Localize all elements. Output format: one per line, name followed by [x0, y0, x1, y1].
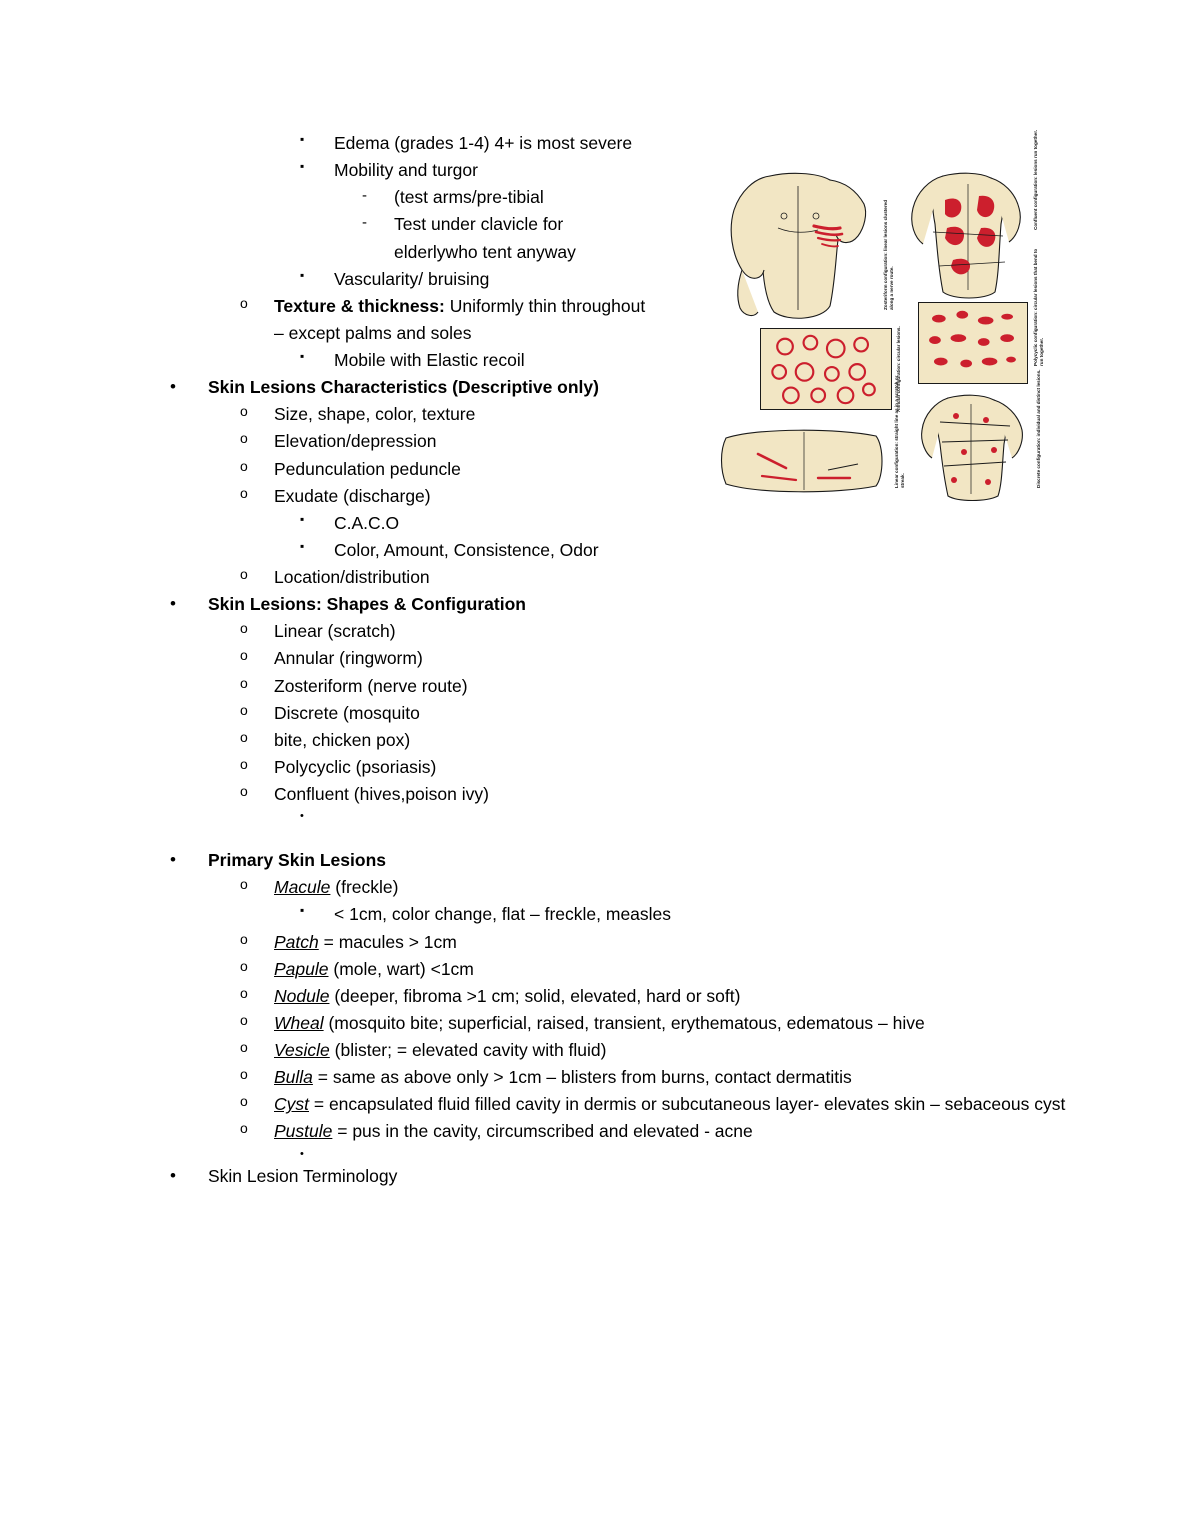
bullet-marker: o [240, 1066, 248, 1083]
polycyclic-illustration [919, 303, 1027, 383]
outline-item [240, 700, 1150, 727]
outline-item-body: = same as above only > 1cm – blisters from burns, contact dermatitis [312, 1067, 852, 1088]
outline-item-body: Pedunculation peduncle [274, 458, 461, 479]
outline-item-text [208, 1163, 1150, 1190]
bullet-marker: ▪ [300, 511, 305, 526]
outline-item [170, 1163, 1150, 1190]
discrete-illustration [914, 392, 1032, 502]
term-label: Papule [274, 958, 329, 979]
outline-item [240, 1010, 1150, 1037]
figure-panel-confluent [903, 170, 1028, 300]
outline-item-body: < 1cm, color change, flat – freckle, measles [334, 904, 672, 925]
bullet-marker: o [240, 566, 248, 582]
outline-item-text [274, 754, 1150, 781]
outline-item-text [274, 564, 1150, 591]
figure-panel-annular [760, 328, 892, 410]
bullet-marker: ▪ [300, 538, 305, 553]
outline-item [240, 564, 1150, 591]
figure-panel-discrete [914, 392, 1032, 502]
outline-item-text [208, 591, 1150, 618]
outline-item-body: Mobile with Elastic recoil [334, 350, 525, 370]
bullet-marker: o [240, 984, 248, 1001]
bullet-marker: o [240, 728, 248, 745]
outline-item-text [334, 510, 1150, 537]
outline-item [300, 808, 1150, 825]
spacer [60, 825, 1150, 847]
figure-panel-zosteriform [718, 170, 878, 325]
bullet-marker: - [362, 187, 367, 205]
bullet-marker: • [170, 850, 176, 870]
outline-item [240, 754, 1150, 781]
outline-item [240, 956, 1150, 983]
outline-item-body: Test under clavicle for [394, 214, 564, 235]
outline-item [240, 1064, 1150, 1091]
outline-item [300, 1146, 1150, 1163]
outline-item-body: Exudate (discharge) [274, 485, 431, 506]
bullet-marker: o [240, 620, 248, 637]
bullet-marker: o [240, 1011, 248, 1028]
outline-item-body: Discrete (mosquito [274, 702, 420, 723]
outline-item-text [334, 901, 1150, 928]
term-label: Vesicle [274, 1040, 330, 1061]
figure-panel-polycyclic [918, 302, 1028, 384]
outline-item [300, 510, 1150, 537]
outline-item [300, 537, 1150, 564]
outline-item-body: Uniformly thin throughout [444, 295, 646, 316]
linear-illustration [718, 420, 890, 498]
outline-item-text [274, 673, 1150, 700]
outline-item-body: elderlywho tent anyway [394, 241, 576, 262]
figure-caption-zosteriform: Zosteriform configuration: linear lesions clustered along a nerve route. [883, 199, 894, 310]
term-label: Patch [274, 931, 319, 952]
term-label: Wheal [274, 1012, 324, 1033]
outline-item-text [208, 847, 1150, 874]
outline-item-body: (test arms/pre-tibial [394, 187, 544, 208]
outline-item-text [274, 700, 1150, 727]
outline-item-text [274, 1091, 1150, 1118]
outline-item-body: Skin Lesions Characteristics (Descriptive only) [208, 377, 599, 398]
outline-item-body: Skin Lesions: Shapes & Configuration [208, 594, 526, 615]
bullet-marker: o [240, 1039, 248, 1056]
outline-item-body: Zosteriform (nerve route) [274, 675, 468, 696]
outline-item-text [274, 781, 1150, 808]
bullet-marker: o [240, 647, 248, 664]
outline-item [240, 1118, 1150, 1145]
term-label: Cyst [274, 1094, 309, 1115]
term-label: Texture & thickness: [274, 295, 445, 316]
bullet-marker: ▪ [300, 132, 305, 146]
outline-item [240, 1037, 1150, 1064]
outline-item [240, 874, 1150, 901]
outline-item-body: Vascularity/ bruising [334, 268, 490, 289]
outline-item-body: Primary Skin Lesions [208, 850, 386, 871]
bullet-marker: ▪ [300, 159, 305, 174]
outline-item [170, 591, 1150, 618]
figure-caption-linear: Linear configuration: straight line as in a scratch or streak. [894, 375, 905, 488]
outline-item-body: (blister; = elevated cavity with fluid) [329, 1040, 607, 1061]
skin-lesion-configuration-figure [718, 129, 1048, 495]
outline-item [170, 847, 1150, 874]
figure-caption-confluent: Confluent configuration: lesions run together. [1033, 129, 1038, 230]
outline-item-text [274, 618, 1150, 645]
bullet-marker: o [240, 755, 248, 772]
bullet-marker: o [240, 876, 248, 893]
figure-caption-annular: Annular configuration: circular lesions. [896, 326, 901, 412]
outline-item-body: Color, Amount, Consistence, Odor [334, 539, 599, 560]
outline-item-body: Mobility and turgor [334, 160, 478, 181]
outline-item-text [274, 1010, 1150, 1037]
bullet-marker: o [240, 294, 248, 311]
outline-item-body: Confluent (hives,poison ivy) [274, 784, 489, 804]
bullet-marker: o [240, 957, 248, 974]
outline-item-body: = pus in the cavity, circumscribed and elevated - acne [332, 1121, 753, 1142]
bullet-marker: • [170, 594, 176, 614]
outline-item-text [274, 983, 1150, 1010]
bullet-marker: o [240, 457, 248, 474]
bullet-marker: ▪ [300, 903, 305, 918]
outline-item-text [274, 1118, 1150, 1145]
bullet-marker: o [240, 1093, 248, 1110]
annular-illustration [761, 329, 891, 409]
outline-item-body: Polycyclic (psoriasis) [274, 756, 437, 777]
bullet-marker: ▪ [300, 349, 305, 363]
bullet-marker: o [240, 674, 248, 691]
outline-item-body: = macules > 1cm [318, 931, 457, 952]
outline-item-body: C.A.C.O [334, 512, 400, 533]
outline-item-body: Size, shape, color, texture [274, 404, 476, 425]
outline-item-body: (freckle) [330, 877, 399, 898]
figure-caption-polycyclic: Polycyclic configuration: circular lesions that bend to run together. [1033, 248, 1044, 366]
outline-item [240, 673, 1150, 700]
bullet-marker: • [300, 1147, 304, 1160]
term-label: Macule [274, 877, 331, 898]
outline-item-text [274, 1037, 1150, 1064]
bullet-marker: o [240, 430, 248, 447]
outline-item-body: Location/distribution [274, 567, 430, 587]
figure-panel-linear [718, 420, 890, 498]
term-label: Nodule [274, 985, 330, 1006]
outline-item-text [274, 874, 1150, 901]
bullet-marker: • [170, 377, 176, 397]
outline-item-body: (mosquito bite; superficial, raised, transient, erythematous, edematous – hive [323, 1012, 925, 1033]
bullet-marker: • [300, 810, 304, 823]
outline-item [300, 901, 1150, 928]
outline-item-text [274, 645, 1150, 672]
outline-item-text [274, 956, 1150, 983]
zosteriform-illustration [718, 170, 878, 325]
outline-item [240, 645, 1150, 672]
outline-item [240, 727, 1150, 754]
outline-item-text [274, 929, 1150, 956]
outline-item [240, 983, 1150, 1010]
outline-item-body: Annular (ringworm) [274, 648, 423, 669]
outline-item-text [274, 1064, 1150, 1091]
bullet-marker: o [240, 403, 248, 420]
bullet-marker: - [362, 214, 367, 232]
outline-item-body: (mole, wart) <1cm [328, 958, 474, 979]
confluent-illustration [903, 170, 1028, 300]
term-label: Bulla [274, 1067, 313, 1088]
term-label: Pustule [274, 1121, 333, 1142]
outline-item-body: Edema (grades 1-4) 4+ is most severe [334, 133, 633, 153]
bullet-marker: • [170, 1165, 176, 1185]
bullet-marker: o [240, 701, 248, 718]
bullet-marker: o [240, 783, 248, 799]
figure-caption-discrete: Discrete configuration: individual and distinct lesions. [1036, 369, 1041, 488]
outline-item [240, 781, 1150, 808]
outline-item-text [334, 537, 1150, 564]
outline-item [240, 1091, 1150, 1118]
outline-item-body: Linear (scratch) [274, 621, 396, 642]
bullet-marker: ▪ [300, 267, 305, 282]
outline-item [240, 929, 1150, 956]
outline-item-text [334, 130, 1150, 157]
bullet-marker: o [240, 484, 248, 501]
outline-item-text [274, 727, 1150, 754]
outline-item-body: Skin Lesion Terminology [208, 1165, 398, 1186]
outline-item [240, 618, 1150, 645]
outline-item-body: – except palms and soles [274, 322, 472, 343]
bullet-marker: o [240, 1120, 248, 1137]
outline-item-body: = encapsulated fluid filled cavity in dermis or subcutaneous layer- elevates skin – sebaceous cyst [309, 1094, 1066, 1115]
outline-item [300, 130, 1150, 157]
outline-item-body: Elevation/depression [274, 431, 437, 452]
outline-item-body: (deeper, fibroma >1 cm; solid, elevated, hard or soft) [329, 985, 741, 1006]
bullet-marker: o [240, 930, 248, 947]
outline-item-body: bite, chicken pox) [274, 729, 411, 750]
